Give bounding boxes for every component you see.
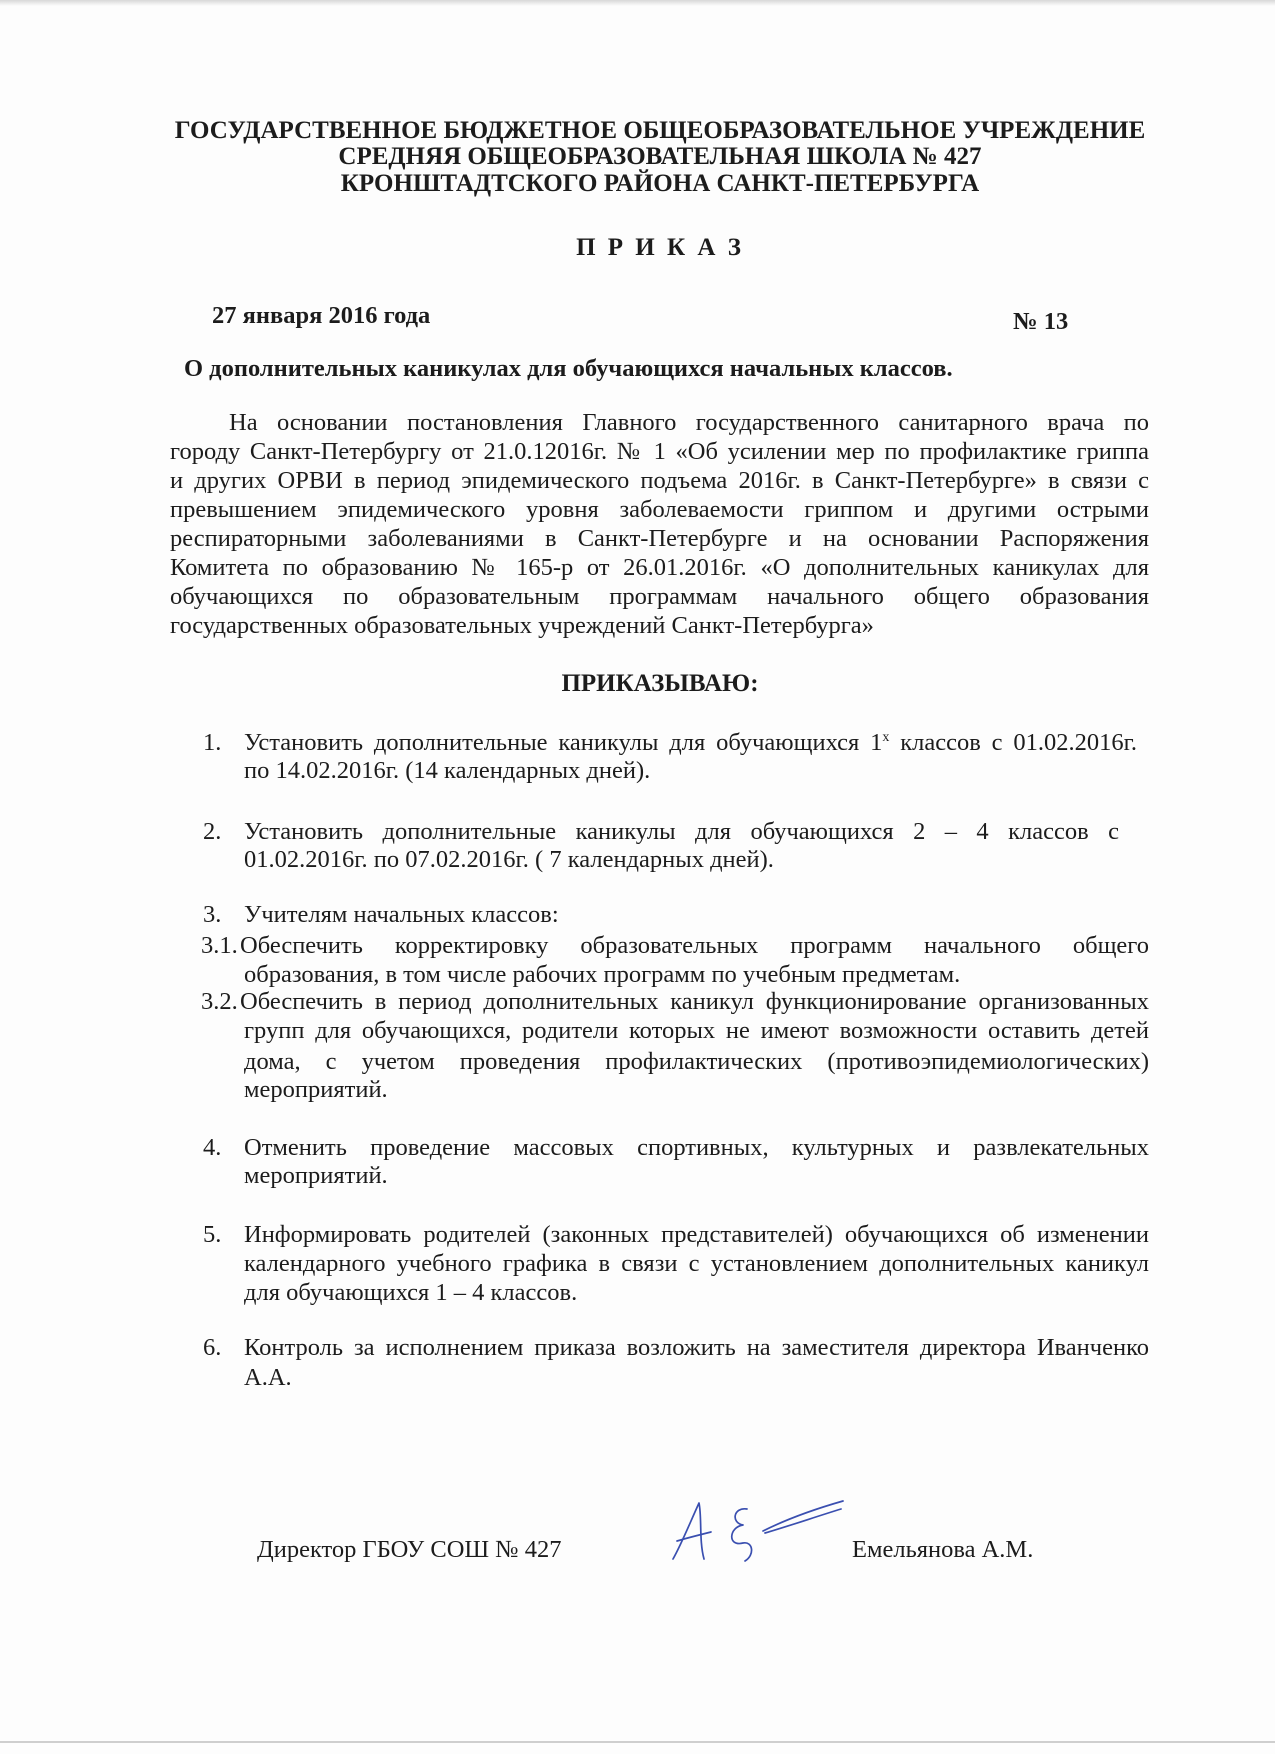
preamble-line: Комитета по образованию № 165-р от 26.01.2016г. «О дополнительных каникулах для: [170, 554, 1149, 581]
scan-edge-bottom: [0, 1741, 1275, 1743]
item-line: Установить дополнительные каникулы для обучающихся 2 – 4 классов с: [244, 818, 1119, 845]
preamble-line: и других ОРВИ в период эпидемического подъема 2016г. в Санкт-Петербурге» в связи с: [170, 467, 1149, 494]
order-date: 27 января 2016 года: [212, 302, 431, 329]
item-number: 1.: [203, 729, 222, 756]
item-number: 5.: [203, 1221, 222, 1248]
subitem-line: Обеспечить в период дополнительных каникул функционирование организованных: [240, 988, 1149, 1015]
header-line-1: ГОСУДАРСТВЕННОЕ БЮДЖЕТНОЕ ОБЩЕОБРАЗОВАТЕЛЬНОЕ УЧРЕЖДЕНИЕ: [174, 117, 1146, 144]
item-number: 4.: [203, 1134, 222, 1161]
scan-edge-top: [0, 0, 1275, 6]
item-line: по 14.02.2016г. (14 календарных дней).: [244, 757, 651, 784]
item-line: календарного учебного графика в связи с установлением дополнительных каникул: [244, 1250, 1149, 1277]
item-line-text: Установить дополнительные каникулы для обучающихся 1: [244, 729, 883, 756]
item-line: А.А.: [244, 1364, 292, 1391]
header-line-3: КРОНШТАДТСКОГО РАЙОНА САНКТ-ПЕТЕРБУРГА: [340, 170, 980, 197]
item-line: мероприятий.: [244, 1162, 388, 1189]
order-number: № 13: [1013, 308, 1069, 335]
item-number: 3.: [203, 901, 222, 928]
subitem-line: дома, с учетом проведения профилактических (противоэпидемиологических): [244, 1048, 1149, 1075]
subitem-line: мероприятий.: [244, 1076, 388, 1103]
preamble-line: государственных образовательных учреждений Санкт-Петербурга»: [170, 612, 874, 639]
item-number: 2.: [203, 818, 222, 845]
subitem-line: групп для обучающихся, родители которых не имеют возможности оставить детей: [244, 1017, 1149, 1044]
preamble-line: респираторными заболеваниями в Санкт-Петербурге и на основании Распоряжения: [170, 525, 1149, 552]
preamble-line: На основании постановления Главного государственного санитарного врача по: [229, 409, 1149, 436]
item-line: Учителям начальных классов:: [244, 901, 559, 928]
signature-stroke: [732, 1509, 752, 1561]
signatory-role: Директор ГБОУ СОШ № 427: [257, 1536, 562, 1563]
signature-stroke: [677, 1532, 711, 1541]
signatory-name: Емельянова А.М.: [852, 1536, 1034, 1563]
signature-stroke: [673, 1503, 704, 1559]
item-line: Информировать родителей (законных представителей) обучающихся об изменении: [244, 1221, 1149, 1248]
header-line-2: СРЕДНЯЯ ОБЩЕОБРАЗОВАТЕЛЬНАЯ ШКОЛА № 427: [338, 143, 982, 170]
signature-stroke: [765, 1509, 841, 1533]
preamble-line: обучающихся по образовательным программам начального общего образования: [170, 583, 1149, 610]
subitem-number: 3.2.: [201, 988, 238, 1015]
item-line: 01.02.2016г. по 07.02.2016г. ( 7 календарных дней).: [244, 846, 774, 873]
subitem-line: образования, в том числе рабочих программ по учебным предметам.: [244, 961, 961, 988]
item-line: для обучающихся 1 – 4 классов.: [244, 1279, 578, 1306]
subitem-line: Обеспечить корректировку образовательных программ начального общего: [240, 932, 1149, 959]
command-heading: ПРИКАЗЫВАЮ:: [561, 670, 759, 697]
order-title: О дополнительных каникулах для обучающихся начальных классов.: [184, 355, 953, 382]
item-line: Отменить проведение массовых спортивных, культурных и развлекательных: [244, 1134, 1149, 1161]
item-line-text: классов с 01.02.2016г.: [889, 729, 1137, 756]
item-line: [244, 728, 1137, 758]
order-label: П Р И К А З: [576, 234, 744, 261]
item-line: Контроль за исполнением приказа возложить на заместителя директора Иванченко: [244, 1334, 1149, 1361]
item-number: 6.: [203, 1334, 222, 1361]
preamble-line: превышением эпидемического уровня заболеваемости гриппом и другими острыми: [170, 496, 1149, 523]
preamble-line: городу Санкт-Петербургу от 21.0.12016г. № 1 «Об усилении мер по профилактике гриппа: [170, 438, 1149, 465]
subitem-number: 3.1.: [201, 932, 238, 959]
superscript-suffix: х: [882, 730, 890, 745]
handwritten-signature: [665, 1495, 845, 1575]
signature-stroke: [763, 1501, 843, 1531]
